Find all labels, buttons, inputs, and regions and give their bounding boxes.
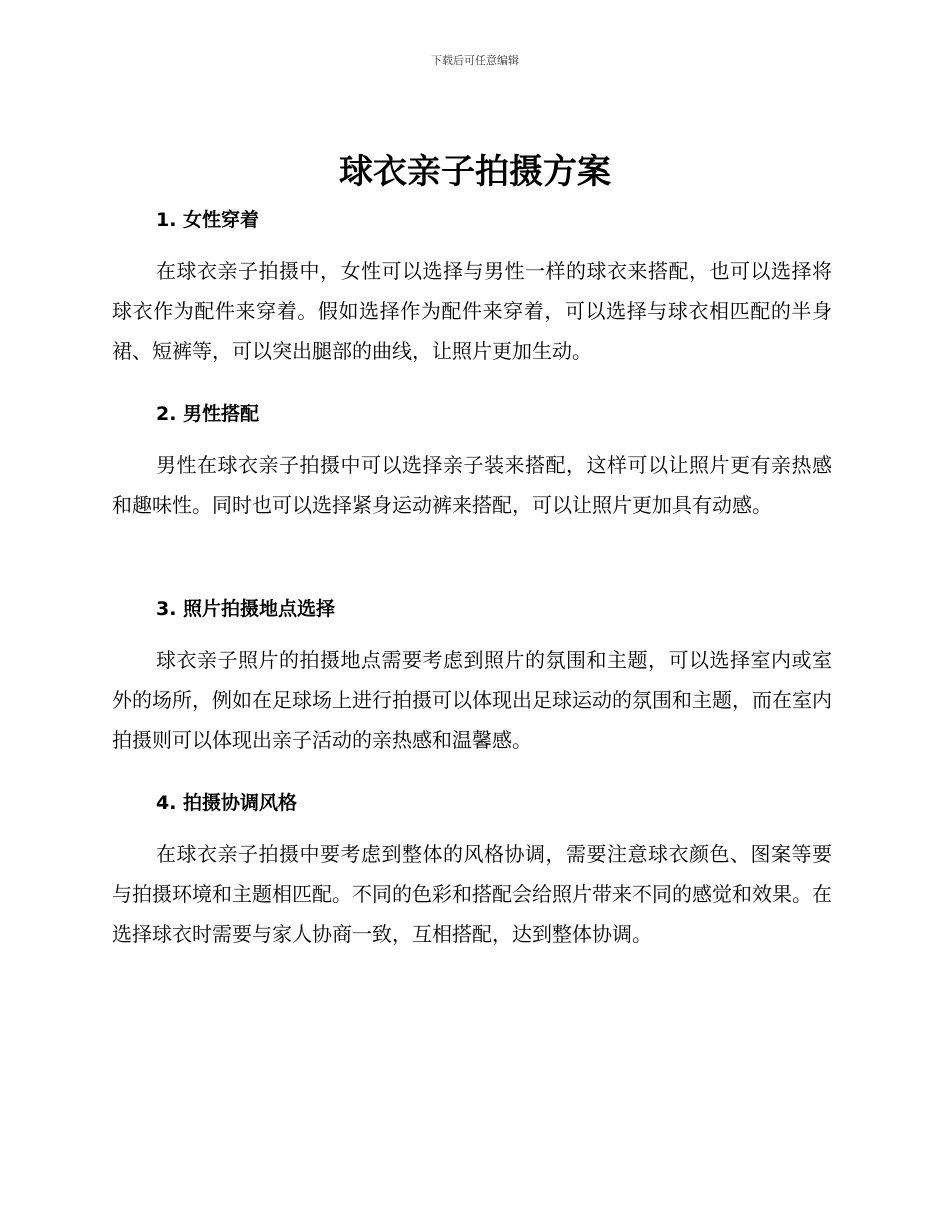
section-location [112, 596, 832, 760]
section-mens-outfit [112, 401, 832, 525]
section-paragraph: 在球衣亲子拍摄中，女性可以选择与男性一样的球衣来搭配，也可以选择将球衣作为配件来穿着。假如选择作为配件来穿着，可以选择与球衣相匹配的半身裙、短裤等，可以突出腿部的曲线，让照片更加生动。 [112, 259, 832, 363]
section-style-coordination [112, 790, 832, 954]
section-heading: 3. 照片拍摄地点选择 [156, 598, 336, 620]
section-heading: 4. 拍摄协调风格 [156, 792, 298, 814]
section-paragraph: 球衣亲子照片的拍摄地点需要考虑到照片的氛围和主题，可以选择室内或室外的场所，例如在足球场上进行拍摄可以体现出足球运动的氛围和主题，而在室内拍摄则可以体现出亲子活动的亲热感和温馨感。 [112, 648, 832, 752]
section-heading: 2. 男性搭配 [156, 403, 260, 425]
section-heading: 1. 女性穿着 [156, 209, 260, 231]
section-paragraph: 男性在球衣亲子拍摄中可以选择亲子装来搭配，这样可以让照片更有亲热感和趣味性。同时也可以选择紧身运动裤来搭配，可以让照片更加具有动感。 [112, 453, 832, 517]
document-title: 球衣亲子拍摄方案 [339, 152, 611, 192]
header-note: 下载后可任意编辑 [431, 54, 519, 67]
section-womens-outfit [112, 207, 832, 371]
section-paragraph: 在球衣亲子拍摄中要考虑到整体的风格协调，需要注意球衣颜色、图案等要与拍摄环境和主题相匹配。不同的色彩和搭配会给照片带来不同的感觉和效果。在选择球衣时需要与家人协商一致，互相搭配，达到整体协调。 [112, 842, 832, 946]
